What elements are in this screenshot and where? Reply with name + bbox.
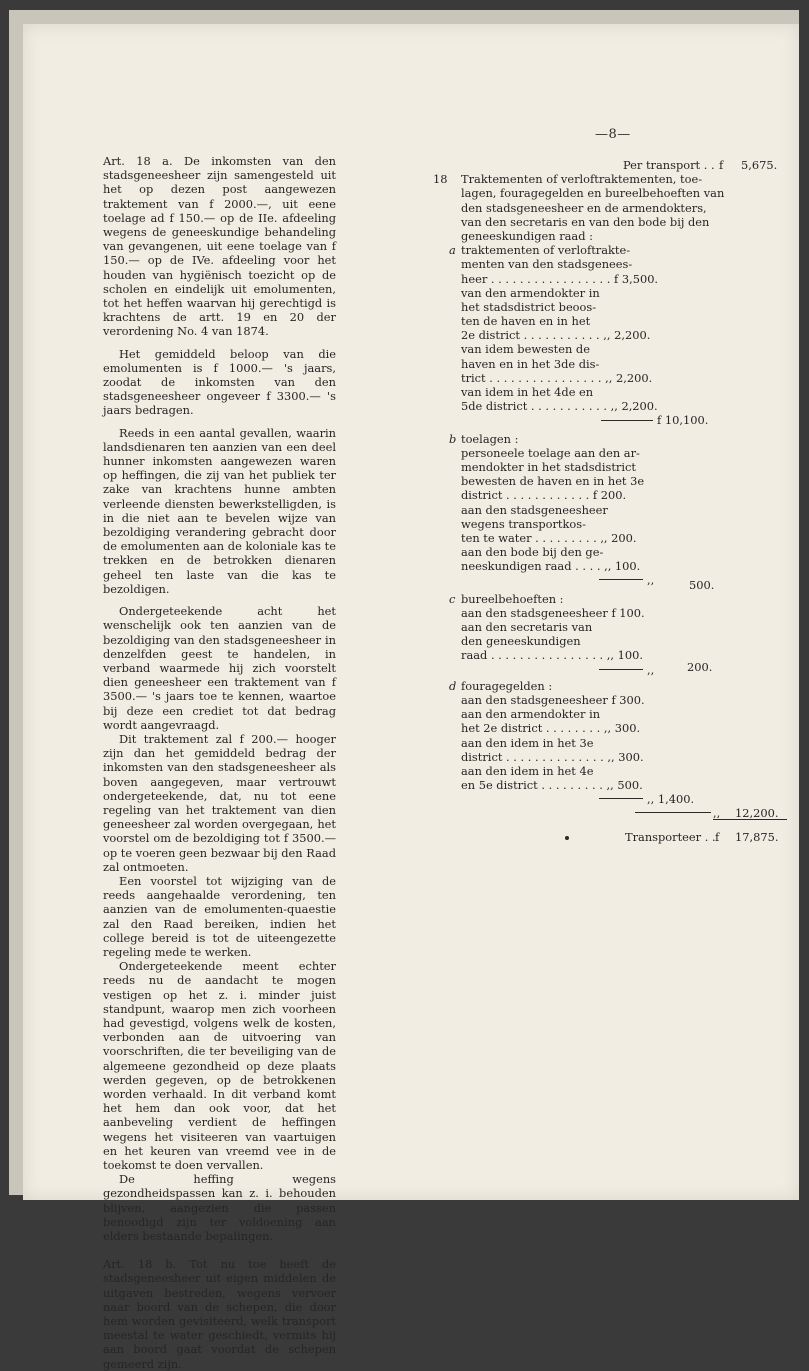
page-number: —8— (595, 127, 631, 142)
line-item-label: neeskundigen raad . . . . ,, 100. (461, 559, 641, 574)
transporteer-label: Transporteer . . (625, 829, 716, 844)
total-amount: 12,200. (735, 806, 779, 821)
line-item-label: ten te water . . . . . . . . . ,, 200. (461, 530, 637, 545)
section-a-line (433, 243, 789, 257)
subtotal-rule (601, 420, 653, 421)
heading-line: lagen, fouragegelden en bureelbehoeften van (461, 186, 725, 201)
line-item-label: aan den stadsgeneesheer f 300. (461, 692, 645, 707)
text-line: het stadsdistrict beoos- (461, 299, 597, 314)
line-item-label: district . . . . . . . . . . . . . . ,, 300. (461, 749, 644, 764)
article-heading-line (433, 229, 789, 243)
section-d-line (433, 679, 789, 693)
line-item (433, 488, 789, 502)
line-item (433, 371, 789, 385)
section-c-line (433, 634, 789, 648)
text-line: bewesten de haven en in het 3e (461, 474, 645, 489)
text-line: aan den bode bij den ge- (461, 545, 604, 560)
subtotal-mark: ,, (647, 573, 655, 588)
section-a-line (433, 385, 789, 399)
subtotal-rule (599, 798, 643, 799)
paragraph: Het gemiddeld beloop van die emolumenten is f 1000.— 's jaars, zoodat de inkomsten van den stadsgeneesheer ongeveer f 3300.— 's jaars bedragen. (103, 346, 336, 418)
subtotal-c: 200. (687, 659, 713, 674)
line-item-label: aan den stadsgeneesheer f 100. (461, 605, 645, 620)
line-item-label: district . . . . . . . . . . . . f 200. (461, 488, 627, 503)
line-item (433, 531, 789, 545)
subtotal-a: f 10,100. (657, 413, 709, 428)
transporteer-amount: 17,875. (735, 829, 779, 844)
line-item-label: en 5e district . . . . . . . . . ,, 500. (461, 778, 643, 793)
section-letter: a (449, 243, 456, 258)
section-a-line (433, 357, 789, 371)
section-title: fouragegelden : (461, 678, 553, 693)
subtotal-row (433, 659, 789, 677)
per-transport-amount: 5,675. (741, 158, 778, 172)
text-line: mendokter in het stadsdistrict (461, 459, 636, 474)
ink-dot (565, 836, 569, 840)
section-b-line (433, 460, 789, 474)
section-a-line (433, 257, 789, 271)
document-page (23, 24, 799, 1371)
subtotal-row (433, 573, 789, 593)
text-line: den geneeskundigen (461, 634, 581, 649)
text-line: aan den stadsgeneesheer (461, 502, 608, 517)
section-letter: c (449, 591, 456, 606)
scan-frame (9, 10, 799, 1371)
section-d-line (433, 707, 789, 721)
section-c-line (433, 592, 789, 606)
left-column (103, 154, 336, 1371)
paragraph-art-18a: Art. 18 a. De inkomsten van den stadsgeneesheer zijn samengesteld uit het op dezen post aangewezen traktement van f 2000.—, uit eene toelage ad f 150.— op de IIe. afdeeling wegens de geneeskundige behandeling van gevangenen, uit eene toelage van f 150.— op de IVe. afdeeling voor het houden van hygiënisch toezicht op de scholen en eindelijk uit emolumenten, tot het heffen waarvan hij gerechtigd is krachtens de artt. 19 en 20 der verordening No. 4 van 1874. (103, 154, 336, 339)
section-b-line (433, 432, 789, 446)
transporteer-currency: f (715, 829, 720, 844)
line-item-label: trict . . . . . . . . . . . . . . . . ,, 2,200. (461, 370, 653, 385)
subtotal-rule (599, 579, 643, 580)
article-heading-line (433, 172, 789, 186)
line-item (433, 693, 789, 707)
section-letter: b (449, 431, 457, 446)
section-b-line (433, 446, 789, 460)
line-item (433, 750, 789, 764)
section-letter: d (449, 678, 457, 693)
per-transport-currency: f (719, 158, 724, 172)
subtotal-row (433, 792, 789, 806)
line-item (433, 399, 789, 413)
section-d-line (433, 764, 789, 778)
article-heading-line (433, 215, 789, 229)
section-b-line (433, 474, 789, 488)
text-line: haven en in het 3de dis- (461, 356, 600, 371)
line-item-label: 2e district . . . . . . . . . . . ,, 2,200. (461, 328, 651, 343)
section-c-line (433, 620, 789, 634)
paragraph: Ondergeteekende meent echter reeds nu de aandacht te mogen vestigen op het z. i. minder juist standpunt, waarop men zich voorheen had gevestigd, volgens welk de kosten, verbonden aan de uitvoering van voorschriften, die ter beveiliging van de algemeene gezondheid op deze plaats werden gegeven, op de betrokkenen worden verhaald. In dit verband komt het hem dan ook voor, dat het aanbeveling verdient de heffingen wegens het visiteeren van vaartuigen en het keuren van vreemd vee in de toekomst te doen vervallen. (103, 959, 336, 1173)
section-b-line (433, 517, 789, 531)
paragraph: De heffing wegens gezondheidspassen kan z. i. behouden blijven, aangezien die passen benoodigd zijn ter voldoening aan elders bestaande bepalingen. (103, 1172, 336, 1244)
section-b-line (433, 503, 789, 517)
line-item-label: raad . . . . . . . . . . . . . . . . ,, 100. (461, 648, 644, 663)
heading-line: van den secretaris en van den bode bij den (461, 214, 710, 229)
per-transport-label: Per transport . . (623, 158, 715, 172)
heading-line: geneeskundigen raad : (461, 228, 593, 243)
paragraph: Dit traktement zal f 200.— hooger zijn dan het gemiddeld bedrag der inkomsten van den stadsgeneesheer als boven aangegeven, maar vertrouwt ondergeteekende, dat, nu tot eene regeling van het traktement van dien geneesheer zal worden overgegaan, het voorstel om de bezoldiging tot f 3500.— op te voeren geen bezwaar bij den Raad zal ontmoeten. (103, 731, 336, 874)
line-item (433, 606, 789, 620)
subtotal-rule (599, 669, 643, 670)
subtotal-row (433, 413, 789, 427)
text-line: van idem in het 4de en (461, 385, 594, 399)
section-title: toelagen : (461, 431, 519, 446)
per-transport-row (433, 158, 789, 172)
text-line: van idem bewesten de (461, 342, 590, 357)
line-item (433, 272, 789, 286)
total-underline (713, 819, 787, 820)
section-a-line (433, 314, 789, 328)
paragraph: Reeds in een aantal gevallen, waarin landsdienaren ten aanzien van een deel hunner inkomsten aangewezen waren op heffingen, die zij van het publiek ter zake van krachtens hunne ambten verleende diensten bewerkstelligden, is in die niet aan te bevelen wijze van bezoldiging verandering gebracht door de emolumenten aan de koloniale kas te trekken en de betrokken dienaren geheel ten laste van die kas te bezoldigen. (103, 425, 336, 596)
heading-line: Traktementen of verloftraktementen, toe- (461, 172, 703, 187)
paragraph: Een voorstel tot wijziging van de reeds aangehaalde verordening, ten aanzien van de emolumenten-quaestie zal den Raad bereiken, indien het college bereid is tot de uiteengezette regeling mede te werken. (103, 873, 336, 959)
section-b-line (433, 545, 789, 559)
total-row (433, 806, 789, 820)
line-item (433, 559, 789, 573)
subtotal-mark: ,, (647, 662, 655, 677)
article-heading-line (433, 201, 789, 215)
line-item (433, 778, 789, 792)
total-rule (635, 812, 711, 813)
line-item (433, 721, 789, 735)
paragraph-art-18b: Art. 18 b. Tot nu toe heeft de stadsgeneesheer uit eigen middelen de uitgaven bestreden, wegens vervoer naar boord van de schepen, die door hem worden gevisiteerd, welk transport meestal te water geschiedt, vermits hij aan boord gaat voordat de schepen gemeerd zijn. (103, 1257, 336, 1371)
article-number: 18 (433, 172, 448, 187)
line-item (433, 648, 789, 662)
section-a-line (433, 300, 789, 314)
text-line: menten van den stadsgenees- (461, 257, 633, 272)
text-line: ten de haven en in het (461, 314, 591, 329)
line-item-label: 5de district . . . . . . . . . . . ,, 2,200. (461, 399, 658, 414)
article-heading-line (433, 186, 789, 200)
text-line: wegens transportkos- (461, 516, 586, 531)
subtotal-b: 500. (689, 578, 715, 593)
subtotal-d: ,, 1,400. (647, 792, 695, 807)
text-line: aan den idem in het 4e (461, 763, 594, 778)
line-item (433, 328, 789, 342)
text-line: aan den idem in het 3e (461, 735, 594, 750)
section-a-line (433, 342, 789, 356)
text-line: traktementen of verloftrakte- (461, 243, 631, 258)
line-item-label: het 2e district . . . . . . . . ,, 300. (461, 721, 641, 736)
text-line: aan den armendokter in (461, 707, 601, 722)
transporteer-row (433, 830, 789, 844)
text-line: van den armendokter in (461, 285, 600, 300)
text-line: personeele toelage aan den ar- (461, 445, 640, 460)
heading-line: den stadsgeneesheer en de armendokters, (461, 200, 707, 215)
total-mark: ,, (713, 806, 721, 821)
section-a-line (433, 286, 789, 300)
section-title: bureelbehoeften : (461, 591, 564, 606)
right-column (433, 158, 789, 844)
text-line: aan den secretaris van (461, 620, 593, 634)
paragraph: Ondergeteekende acht het wenschelijk ook ten aanzien van de bezoldiging van den stadsgeneesheer in denzelfden geest te handelen, in verband waarmede hij zich voorstelt dien geneesheer een traktement van f 3500.— 's jaars toe te kennen, waartoe bij deze een crediet tot dat bedrag wordt aangevraagd. (103, 604, 336, 732)
section-d-line (433, 736, 789, 750)
line-item-label: heer . . . . . . . . . . . . . . . . . f 3,500. (461, 271, 659, 286)
